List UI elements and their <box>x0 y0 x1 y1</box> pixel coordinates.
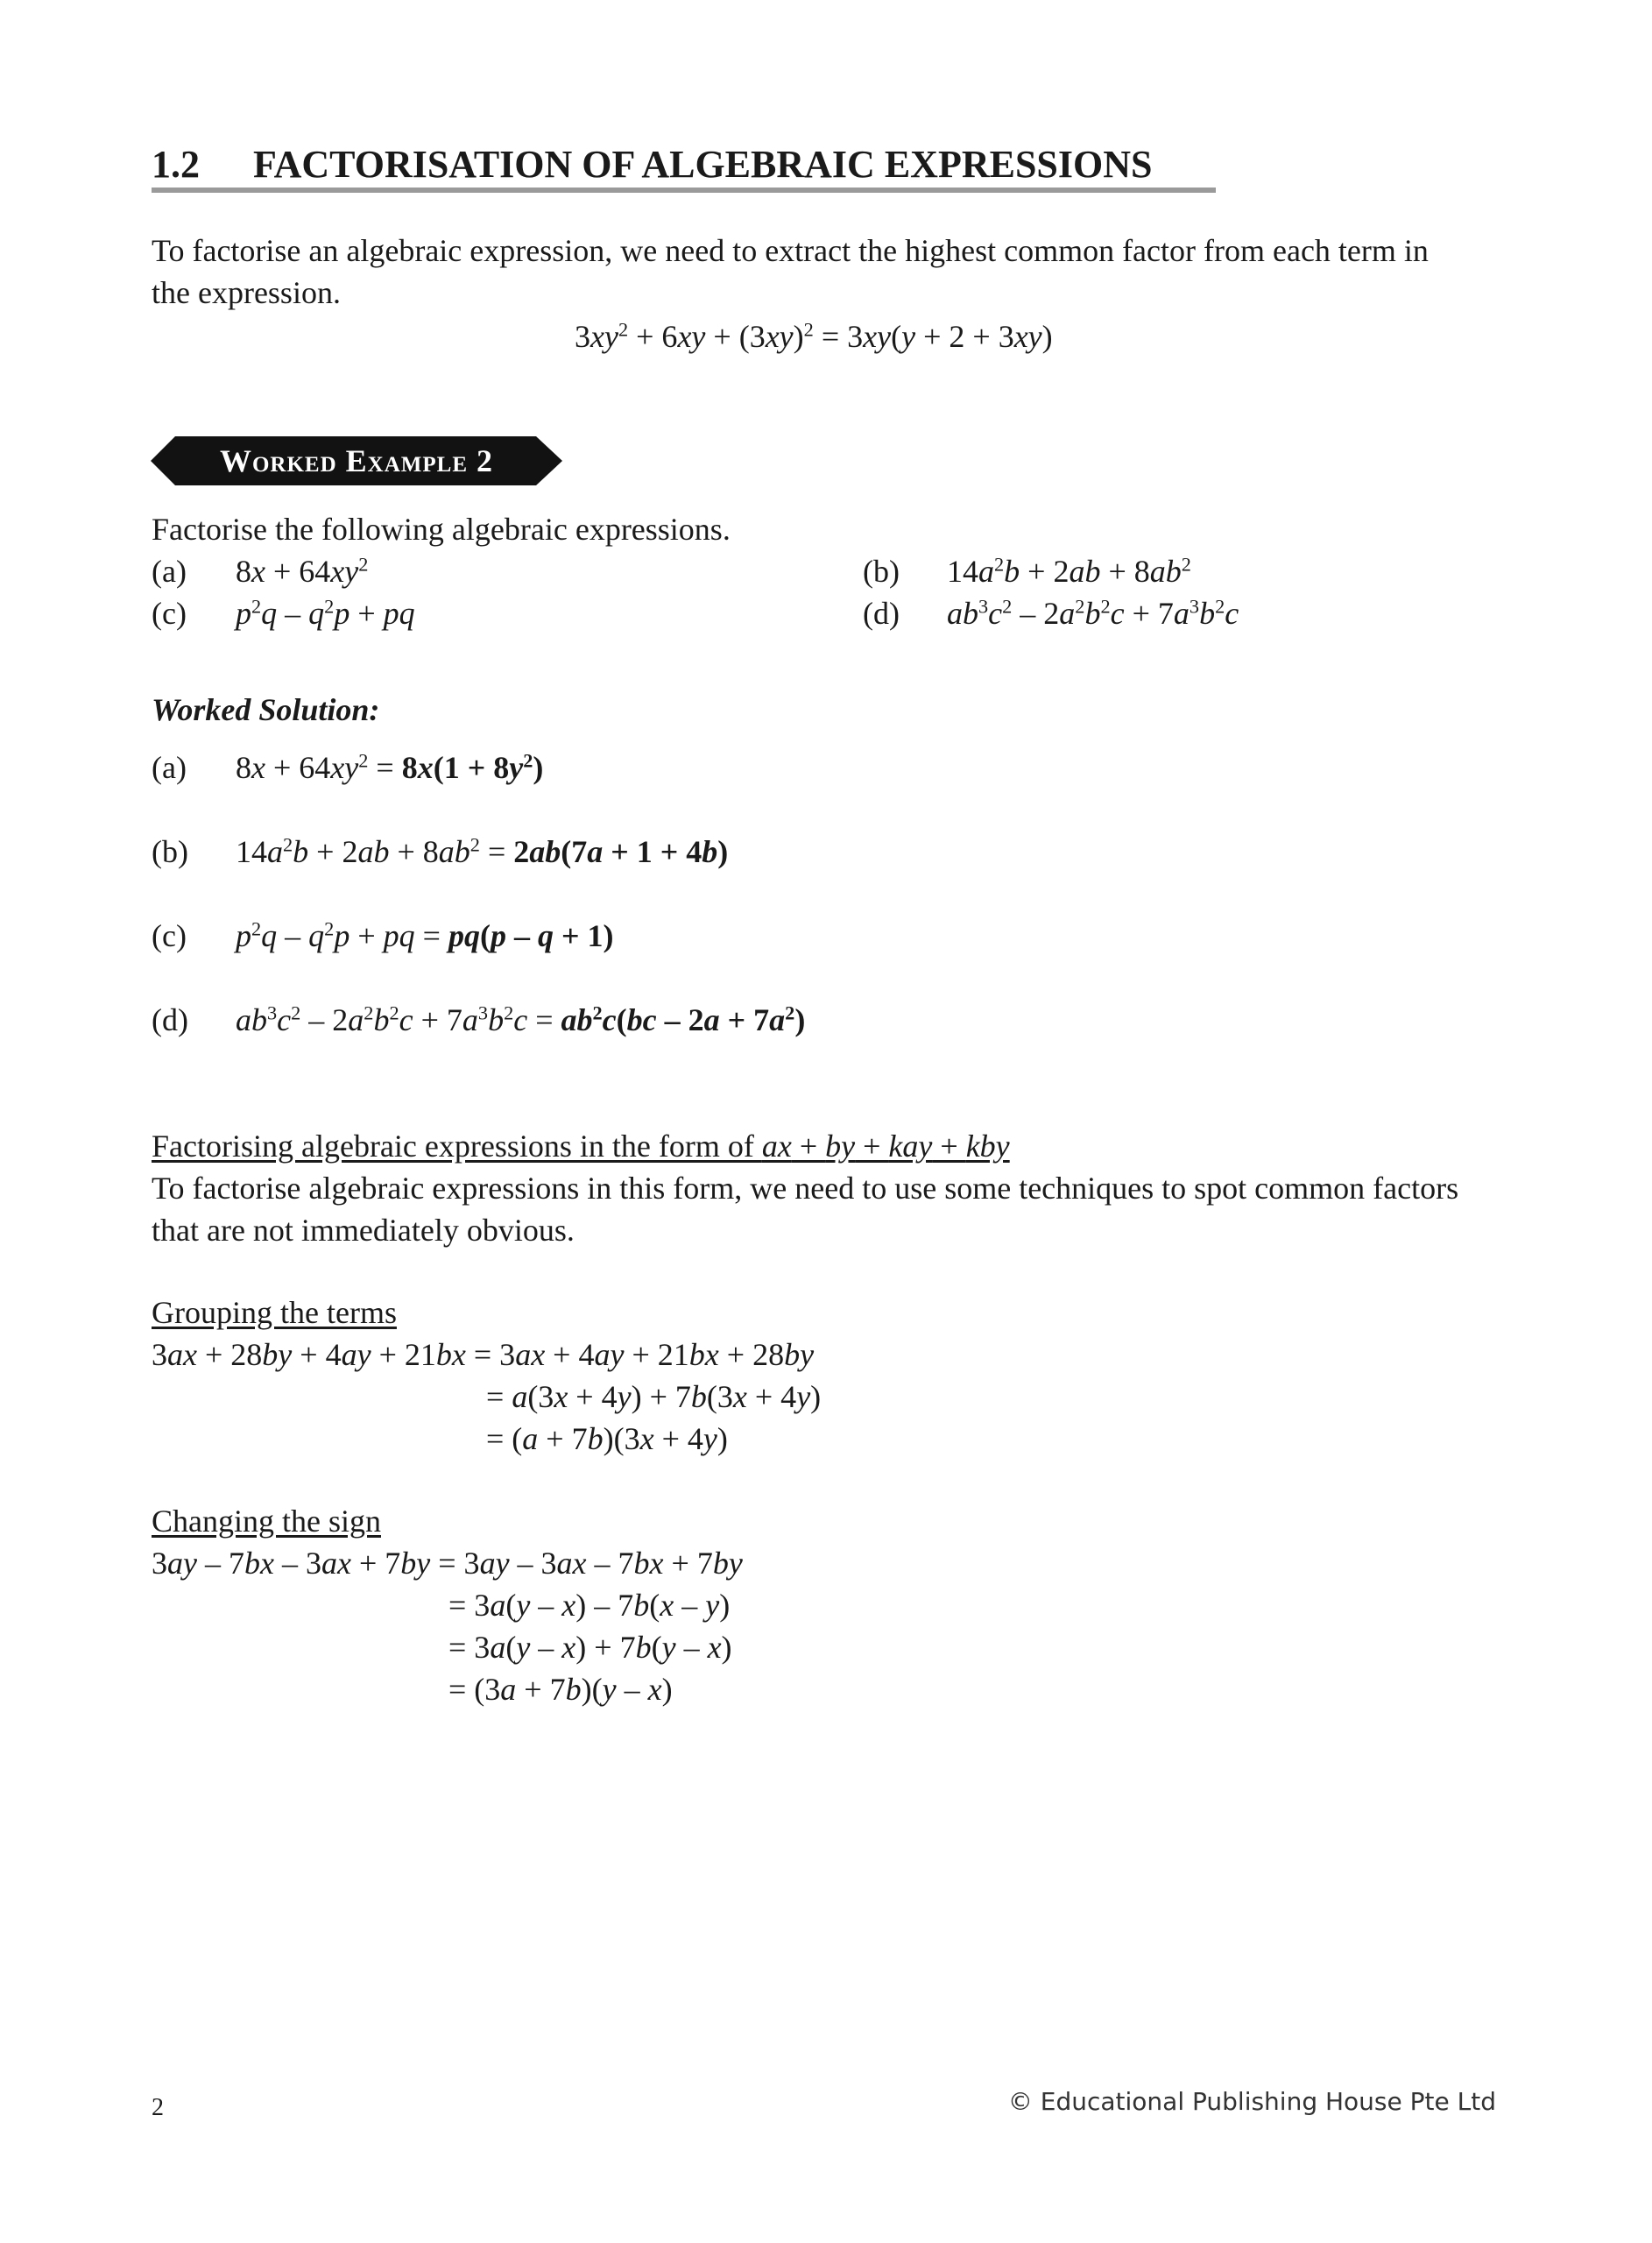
solution-label: (b) <box>152 834 188 869</box>
problem-expression: $8x + 64xy^2$ <box>236 553 369 589</box>
solution-part-b <box>152 831 728 873</box>
solution-part-c <box>152 915 613 957</box>
problem-expression: $p^2q - q^2p$ + pq <box>236 595 415 631</box>
problem-part-c <box>152 592 415 634</box>
solution-result: 2ab(7a + 1 + 4b) <box>513 834 729 869</box>
problem-label: (a) <box>152 554 187 589</box>
problem-label: (b) <box>863 554 900 589</box>
grouping-step-3: = (a + 7b)(3x + 4y) <box>486 1421 728 1456</box>
changing-sign-step-1: 3ay – 7bx – 3ax + 7by = 3ay – 3ax – 7bx + 7by <box>152 1546 743 1581</box>
intro-line-2: the expression. <box>152 275 341 310</box>
worked-solution-heading: Worked Solution: <box>152 692 380 727</box>
form-section-line-1: To factorise algebraic expressions in this form, we need to use some techniques to spot common factors <box>152 1171 1459 1206</box>
solution-result: pq(p – q + 1) <box>448 918 614 953</box>
solution-result: $ab^2c(bc - 2a + 7a^2)$ <box>561 1001 806 1037</box>
solution-part-d <box>152 999 805 1041</box>
section-title: FACTORISATION OF ALGEBRAIC EXPRESSIONS <box>253 143 1153 186</box>
page-number: 2 <box>152 2094 164 2121</box>
section-number: 1.2 <box>152 143 200 186</box>
changing-sign-heading: Changing the sign <box>152 1504 381 1539</box>
solution-expression: $ab^3c^2 - 2a^2b^2c + 7a^3b^2c$ = <box>236 1001 561 1037</box>
heading-underline <box>152 188 1216 193</box>
solution-part-a <box>152 746 543 789</box>
worked-example-banner-text: Worked Example 2 <box>219 443 493 478</box>
problem-part-a <box>152 550 368 592</box>
problem-expression: $14a^2b + 2ab + 8ab^2$ <box>947 553 1191 589</box>
problem-part-b <box>863 550 1191 592</box>
solution-result: $8x(1 + 8y^2)$ <box>401 749 544 785</box>
intro-example-equation: $3xy^2 + 6xy + (3xy)^2 = 3xy(y + 2 + 3xy)$ <box>575 318 1053 354</box>
solution-expression: $p^2q - q^2p$ + pq = <box>236 917 448 953</box>
form-section-line-2: that are not immediately obvious. <box>152 1213 575 1248</box>
solution-label: (a) <box>152 750 187 785</box>
changing-sign-step-2: = 3a(y – x) – 7b(x – y) <box>448 1588 731 1623</box>
worked-example-prompt: Factorise the following algebraic expressions. <box>152 512 731 547</box>
solution-expression: $8x + 64xy^2$ = <box>236 749 402 785</box>
copyright-notice: © Educational Publishing House Pte Ltd <box>1007 2087 1496 2116</box>
problem-label: (d) <box>863 596 900 631</box>
section-heading <box>152 140 1152 189</box>
grouping-step-2: = a(3x + 4y) + 7b(3x + 4y) <box>486 1379 822 1414</box>
changing-sign-step-4: = (3a + 7b)(y – x) <box>448 1672 673 1707</box>
solution-expression: $14a^2b + 2ab + 8ab^2$ = <box>236 833 514 869</box>
changing-sign-step-3: = 3a(y – x) + 7b(y – x) <box>448 1630 732 1665</box>
problem-part-d <box>863 592 1239 634</box>
grouping-step-1: 3ax + 28by + 4ay + 21bx = 3ax + 4ay + 21bx + 28by <box>152 1337 815 1372</box>
form-section-heading: Factorising algebraic expressions in the form of ax + by + kay + kby <box>152 1129 1010 1164</box>
solution-label: (d) <box>152 1002 188 1037</box>
problem-expression: $ab^3c^2 - 2a^2b^2c + 7a^3b^2c$ <box>947 595 1239 631</box>
grouping-heading: Grouping the terms <box>152 1295 397 1330</box>
solution-label: (c) <box>152 918 187 953</box>
grouping-lhs: 3ax + 28by + 4ay + 21bx <box>152 1337 466 1372</box>
changing-sign-lhs: 3ay – 7bx – 3ax + 7by <box>152 1546 431 1581</box>
problem-label: (c) <box>152 596 187 631</box>
intro-line-1: To factorise an algebraic expression, we need to extract the highest common factor from each term in <box>152 233 1429 268</box>
